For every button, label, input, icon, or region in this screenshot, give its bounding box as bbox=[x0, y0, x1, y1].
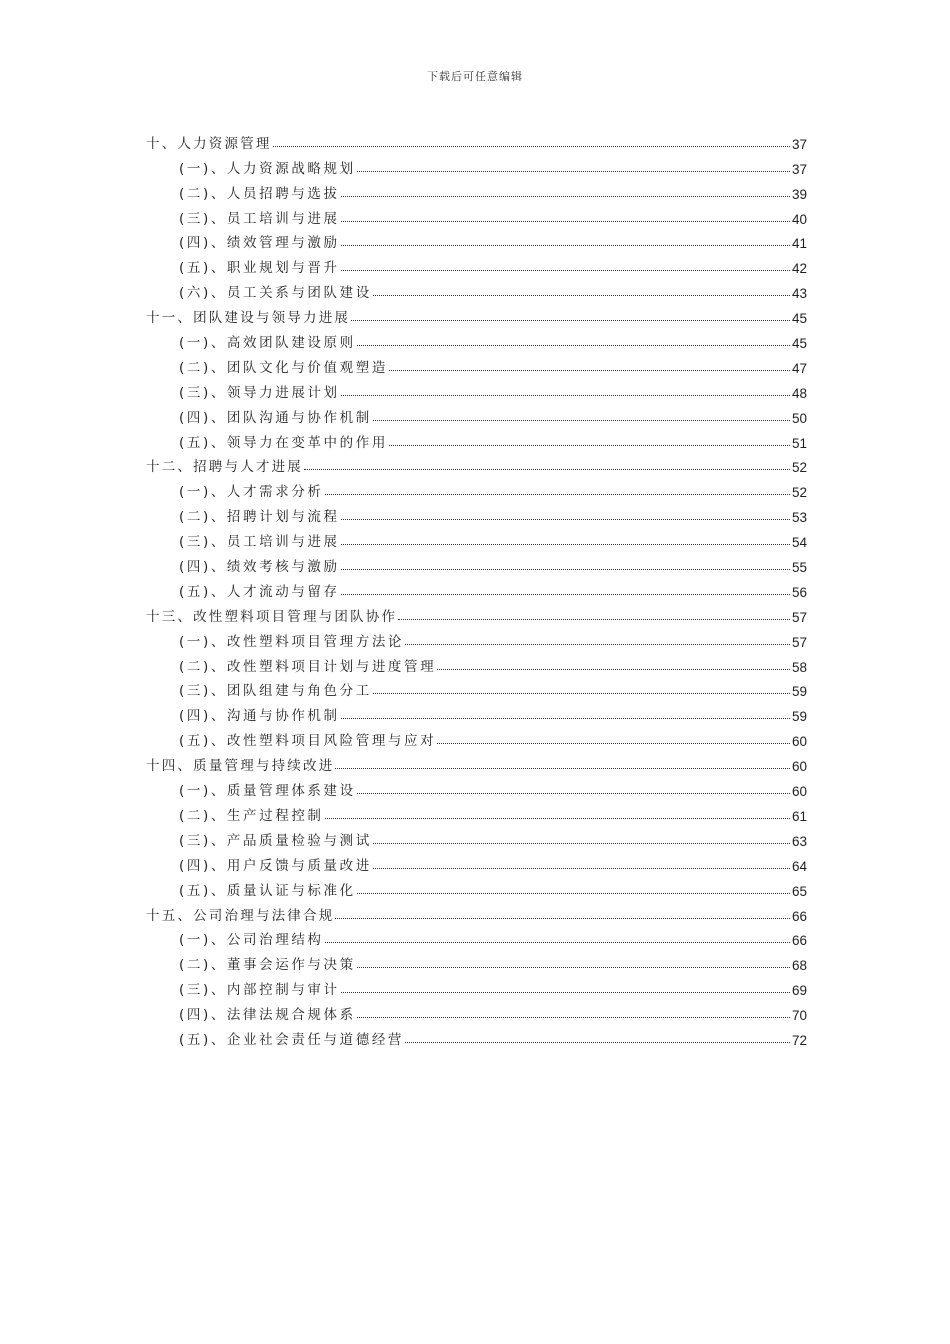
toc-entry-title: (二)、人员招聘与选拔 bbox=[179, 185, 340, 202]
toc-section-entry[interactable] bbox=[146, 550, 807, 575]
toc-page-number: 54 bbox=[791, 535, 807, 551]
dot-leader bbox=[304, 469, 790, 470]
toc-section-entry[interactable] bbox=[146, 973, 807, 998]
toc-page-number: 52 bbox=[791, 460, 807, 476]
dot-leader bbox=[357, 893, 790, 894]
toc-section-entry[interactable] bbox=[146, 326, 807, 351]
toc-entry-title: (一)、人力资源战略规划 bbox=[179, 160, 356, 177]
dot-leader bbox=[341, 718, 790, 719]
toc-section-entry[interactable] bbox=[146, 625, 807, 650]
toc-page-number: 51 bbox=[791, 435, 807, 451]
dot-leader bbox=[389, 370, 790, 371]
dot-leader bbox=[341, 569, 790, 570]
toc-entry-title: (一)、公司治理结构 bbox=[179, 932, 324, 949]
toc-entry-title: (五)、领导力在变革中的作用 bbox=[179, 434, 388, 451]
toc-section-entry[interactable] bbox=[146, 849, 807, 874]
toc-entry-title: 十五、公司治理与法律合规 bbox=[146, 907, 335, 924]
toc-entry-title: (五)、改性塑料项目风险管理与应对 bbox=[179, 733, 437, 750]
toc-entry-title: (三)、产品质量检验与测试 bbox=[179, 832, 372, 849]
toc-page-number: 47 bbox=[791, 360, 807, 376]
dot-leader bbox=[437, 669, 790, 670]
toc-page-number: 59 bbox=[791, 684, 807, 700]
toc-section-entry[interactable] bbox=[146, 152, 807, 177]
toc-page-number: 58 bbox=[791, 659, 807, 675]
toc-page-number: 60 bbox=[791, 734, 807, 750]
toc-chapter-entry[interactable] bbox=[146, 749, 807, 774]
toc-page-number: 41 bbox=[791, 236, 807, 252]
toc-page-number: 37 bbox=[791, 161, 807, 177]
toc-entry-title: (二)、团队文化与价值观塑造 bbox=[179, 359, 388, 376]
toc-section-entry[interactable] bbox=[146, 426, 807, 451]
toc-page-number: 55 bbox=[791, 560, 807, 576]
toc-entry-title: (五)、质量认证与标准化 bbox=[179, 882, 356, 899]
toc-section-entry[interactable] bbox=[146, 675, 807, 700]
dot-leader bbox=[357, 967, 790, 968]
toc-section-entry[interactable] bbox=[146, 874, 807, 899]
dot-leader bbox=[341, 594, 790, 595]
toc-section-entry[interactable] bbox=[146, 227, 807, 252]
dot-leader bbox=[405, 1042, 790, 1043]
toc-page-number: 43 bbox=[791, 286, 807, 302]
toc-page-number: 66 bbox=[791, 908, 807, 924]
toc-page-number: 39 bbox=[791, 186, 807, 202]
toc-entry-title: (三)、团队组建与角色分工 bbox=[179, 683, 372, 700]
toc-section-entry[interactable] bbox=[146, 475, 807, 500]
toc-section-entry[interactable] bbox=[146, 177, 807, 202]
toc-page-number: 68 bbox=[791, 958, 807, 974]
toc-entry-title: 十、人力资源管理 bbox=[146, 135, 272, 152]
toc-section-entry[interactable] bbox=[146, 525, 807, 550]
toc-page-number: 72 bbox=[791, 1032, 807, 1048]
toc-entry-title: (五)、职业规划与晋升 bbox=[179, 260, 340, 277]
toc-entry-title: (二)、董事会运作与决策 bbox=[179, 957, 356, 974]
dot-leader bbox=[325, 942, 790, 943]
toc-section-entry[interactable] bbox=[146, 1023, 807, 1048]
toc-entry-title: (三)、员工培训与进展 bbox=[179, 534, 340, 551]
dot-leader bbox=[405, 644, 790, 645]
dot-leader bbox=[341, 544, 790, 545]
toc-entry-title: (三)、员工培训与进展 bbox=[179, 210, 340, 227]
toc-entry-title: (五)、企业社会责任与道德经营 bbox=[179, 1031, 405, 1048]
toc-entry-title: 十二、招聘与人才进展 bbox=[146, 459, 303, 476]
dot-leader bbox=[341, 992, 790, 993]
dot-leader bbox=[341, 395, 790, 396]
toc-section-entry[interactable] bbox=[146, 774, 807, 799]
toc-entry-title: (四)、绩效管理与激励 bbox=[179, 235, 340, 252]
toc-page-number: 66 bbox=[791, 933, 807, 949]
toc-page-number: 57 bbox=[791, 609, 807, 625]
dot-leader bbox=[325, 818, 790, 819]
dot-leader bbox=[389, 445, 790, 446]
table-of-contents bbox=[146, 127, 807, 1048]
toc-entry-title: (四)、沟通与协作机制 bbox=[179, 708, 340, 725]
toc-section-entry[interactable] bbox=[146, 276, 807, 301]
toc-entry-title: (四)、法律法规合规体系 bbox=[179, 1007, 356, 1024]
toc-section-entry[interactable] bbox=[146, 948, 807, 973]
dot-leader bbox=[373, 843, 790, 844]
toc-page-number: 50 bbox=[791, 410, 807, 426]
dot-leader bbox=[398, 619, 790, 620]
toc-page-number: 40 bbox=[791, 211, 807, 227]
toc-entry-title: 十一、团队建设与领导力进展 bbox=[146, 310, 351, 327]
toc-chapter-entry[interactable] bbox=[146, 600, 807, 625]
toc-entry-title: (二)、招聘计划与流程 bbox=[179, 509, 340, 526]
dot-leader bbox=[357, 171, 790, 172]
toc-section-entry[interactable] bbox=[146, 824, 807, 849]
toc-entry-title: (一)、高效团队建设原则 bbox=[179, 335, 356, 352]
dot-leader bbox=[335, 918, 790, 919]
toc-section-entry[interactable] bbox=[146, 376, 807, 401]
toc-section-entry[interactable] bbox=[146, 699, 807, 724]
toc-entry-title: (四)、用户反馈与质量改进 bbox=[179, 857, 372, 874]
dot-leader bbox=[341, 270, 790, 271]
dot-leader bbox=[341, 245, 790, 246]
toc-entry-title: (二)、改性塑料项目计划与进度管理 bbox=[179, 658, 437, 675]
toc-entry-title: (一)、改性塑料项目管理方法论 bbox=[179, 633, 405, 650]
toc-section-entry[interactable] bbox=[146, 202, 807, 227]
dot-leader bbox=[437, 743, 790, 744]
toc-entry-title: (四)、绩效考核与激励 bbox=[179, 559, 340, 576]
dot-leader bbox=[341, 196, 790, 197]
dot-leader bbox=[373, 295, 790, 296]
toc-section-entry[interactable] bbox=[146, 575, 807, 600]
toc-page-number: 45 bbox=[791, 311, 807, 327]
toc-page-number: 42 bbox=[791, 261, 807, 277]
toc-page-number: 65 bbox=[791, 883, 807, 899]
toc-entry-title: (一)、人才需求分析 bbox=[179, 484, 324, 501]
toc-section-entry[interactable] bbox=[146, 799, 807, 824]
dot-leader bbox=[273, 146, 790, 147]
dot-leader bbox=[341, 519, 790, 520]
toc-page-number: 53 bbox=[791, 510, 807, 526]
toc-section-entry[interactable] bbox=[146, 998, 807, 1023]
dot-leader bbox=[357, 793, 790, 794]
toc-page-number: 64 bbox=[791, 858, 807, 874]
toc-page-number: 63 bbox=[791, 833, 807, 849]
toc-entry-title: (四)、团队沟通与协作机制 bbox=[179, 409, 372, 426]
toc-chapter-entry[interactable] bbox=[146, 127, 807, 152]
toc-page-number: 60 bbox=[791, 759, 807, 775]
toc-entry-title: (二)、生产过程控制 bbox=[179, 807, 324, 824]
toc-chapter-entry[interactable] bbox=[146, 899, 807, 924]
dot-leader bbox=[373, 420, 790, 421]
dot-leader bbox=[341, 221, 790, 222]
toc-section-entry[interactable] bbox=[146, 650, 807, 675]
toc-entry-title: (五)、人才流动与留存 bbox=[179, 583, 340, 600]
toc-section-entry[interactable] bbox=[146, 500, 807, 525]
toc-entry-title: (六)、员工关系与团队建设 bbox=[179, 285, 372, 302]
page-header: 下载后可任意编辑 bbox=[427, 70, 523, 83]
dot-leader bbox=[357, 1017, 790, 1018]
toc-page-number: 52 bbox=[791, 485, 807, 501]
toc-entry-title: (三)、领导力进展计划 bbox=[179, 384, 340, 401]
dot-leader bbox=[373, 868, 790, 869]
toc-page-number: 48 bbox=[791, 385, 807, 401]
toc-section-entry[interactable] bbox=[146, 251, 807, 276]
toc-entry-title: 十四、质量管理与持续改进 bbox=[146, 758, 335, 775]
dot-leader bbox=[351, 320, 790, 321]
toc-page-number: 57 bbox=[791, 634, 807, 650]
toc-entry-title: (三)、内部控制与审计 bbox=[179, 982, 340, 999]
toc-entry-title: 十三、改性塑料项目管理与团队协作 bbox=[146, 608, 398, 625]
toc-page-number: 56 bbox=[791, 584, 807, 600]
dot-leader bbox=[357, 345, 790, 346]
toc-section-entry[interactable] bbox=[146, 401, 807, 426]
toc-page-number: 37 bbox=[791, 136, 807, 152]
dot-leader bbox=[335, 768, 790, 769]
toc-page-number: 61 bbox=[791, 808, 807, 824]
toc-page-number: 70 bbox=[791, 1008, 807, 1024]
toc-chapter-entry[interactable] bbox=[146, 301, 807, 326]
toc-page-number: 45 bbox=[791, 336, 807, 352]
dot-leader bbox=[325, 494, 790, 495]
toc-chapter-entry[interactable] bbox=[146, 451, 807, 476]
toc-section-entry[interactable] bbox=[146, 924, 807, 949]
dot-leader bbox=[373, 693, 790, 694]
toc-entry-title: (一)、质量管理体系建设 bbox=[179, 783, 356, 800]
toc-section-entry[interactable] bbox=[146, 351, 807, 376]
toc-page-number: 69 bbox=[791, 983, 807, 999]
toc-section-entry[interactable] bbox=[146, 724, 807, 749]
toc-page-number: 59 bbox=[791, 709, 807, 725]
toc-page-number: 60 bbox=[791, 784, 807, 800]
